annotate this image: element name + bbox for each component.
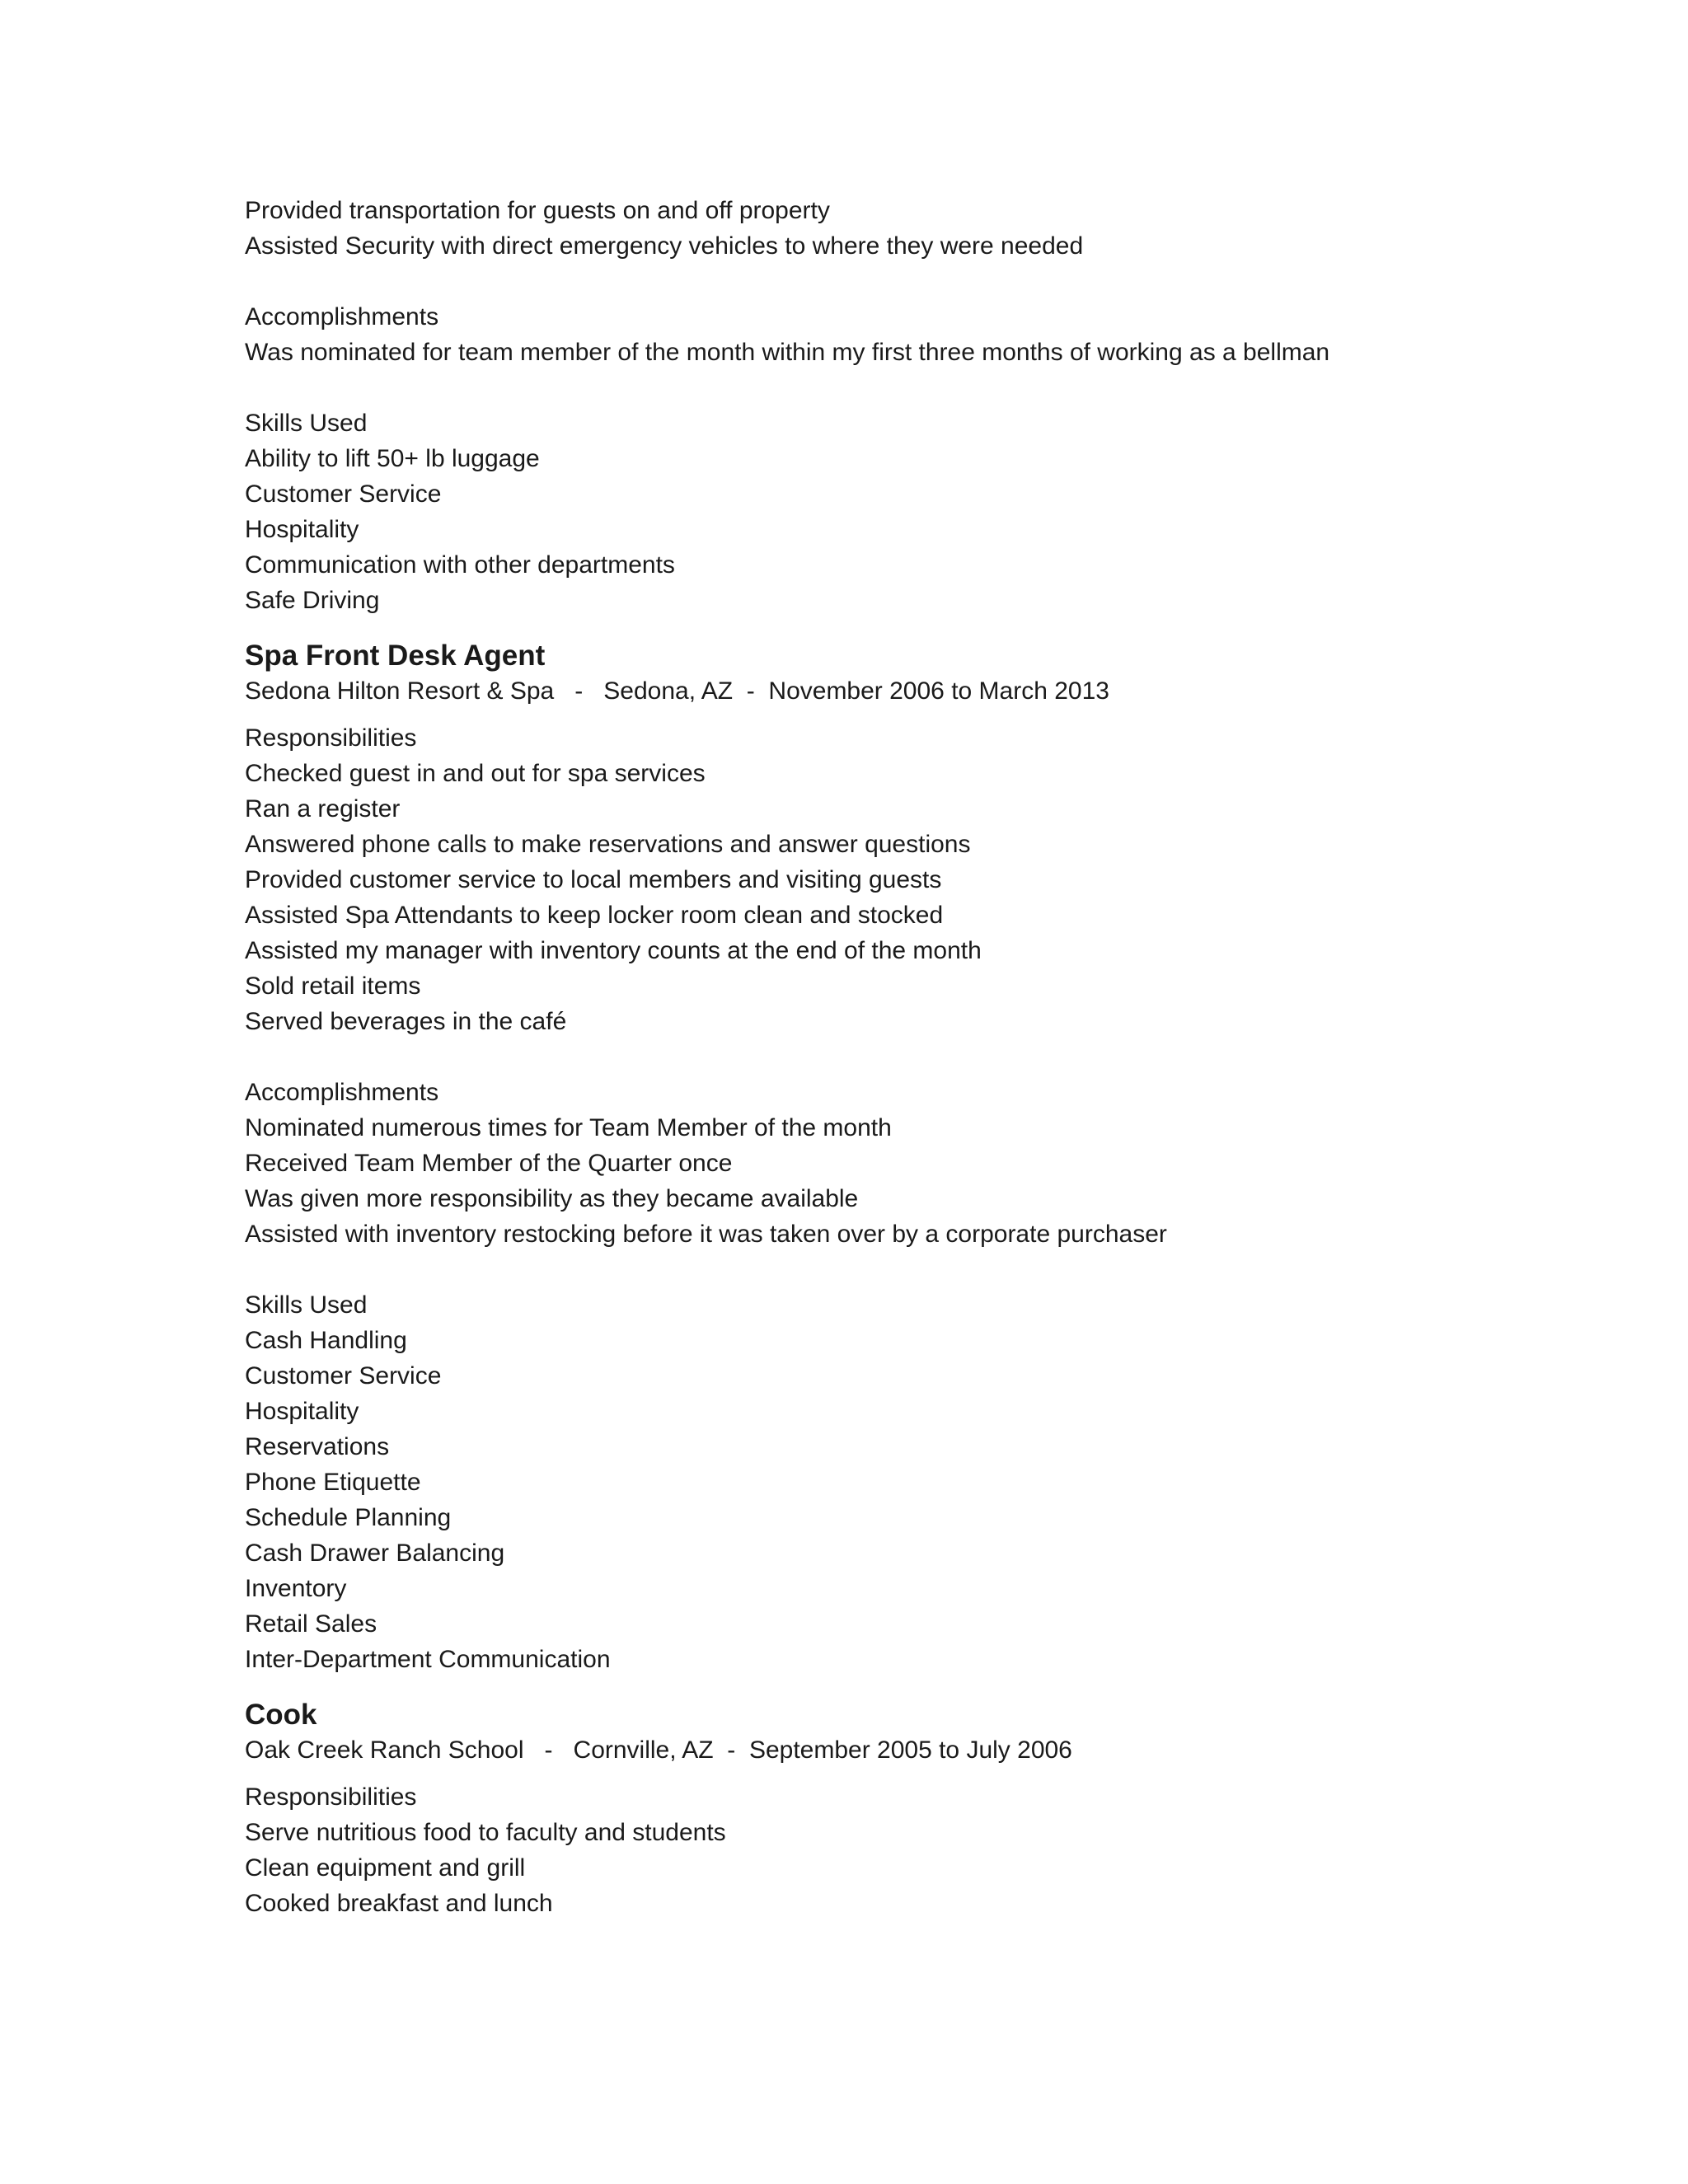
resume-page bbox=[245, 193, 1531, 1921]
skill-item: Inventory bbox=[245, 1575, 347, 1602]
responsibility-item: Serve nutritious food to faculty and students bbox=[245, 1819, 726, 1846]
separator: - bbox=[746, 677, 755, 705]
skill-item: Safe Driving bbox=[245, 587, 380, 614]
separator: - bbox=[544, 1736, 553, 1764]
responsibility-item: Assisted Security with direct emergency vehicles to where they were needed bbox=[245, 232, 1084, 260]
location: Sedona, AZ bbox=[603, 677, 734, 705]
skill-item: Communication with other departments bbox=[245, 551, 675, 579]
responsibility-item: Provided customer service to local members and visiting guests bbox=[245, 866, 942, 893]
spa-section bbox=[245, 638, 1531, 1677]
separator: - bbox=[574, 677, 584, 705]
responsibilities-heading: Responsibilities bbox=[245, 724, 417, 752]
separator: - bbox=[727, 1736, 736, 1764]
responsibility-item: Ran a register bbox=[245, 795, 401, 823]
responsibilities-heading: Responsibilities bbox=[245, 1783, 417, 1811]
location: Cornville, AZ bbox=[573, 1736, 714, 1764]
job-title: Spa Front Desk Agent bbox=[245, 640, 546, 672]
responsibility-item: Answered phone calls to make reservations and answer questions bbox=[245, 831, 971, 858]
skills-heading: Skills Used bbox=[245, 1291, 368, 1319]
employer: Sedona Hilton Resort & Spa bbox=[245, 677, 555, 705]
accomplishment-item: Received Team Member of the Quarter once bbox=[245, 1150, 733, 1177]
skills-heading: Skills Used bbox=[245, 410, 368, 437]
skill-item: Customer Service bbox=[245, 480, 442, 508]
responsibility-item: Assisted my manager with inventory counts at the end of the month bbox=[245, 937, 982, 964]
skill-item: Cash Drawer Balancing bbox=[245, 1540, 505, 1567]
job-meta bbox=[245, 1732, 1531, 1768]
skill-item: Customer Service bbox=[245, 1362, 442, 1390]
skill-item: Cash Handling bbox=[245, 1327, 407, 1354]
accomplishments-heading: Accomplishments bbox=[245, 1079, 439, 1106]
skill-item: Reservations bbox=[245, 1433, 390, 1460]
job-title: Cook bbox=[245, 1699, 317, 1731]
skill-item: Hospitality bbox=[245, 516, 359, 543]
bellman-section bbox=[245, 193, 1531, 618]
skill-item: Retail Sales bbox=[245, 1610, 377, 1638]
responsibility-item: Provided transportation for guests on and off property bbox=[245, 197, 830, 224]
accomplishment-item: Was nominated for team member of the month within my first three months of working as a bellman bbox=[245, 339, 1330, 366]
skill-item: Phone Etiquette bbox=[245, 1469, 421, 1496]
job-meta bbox=[245, 673, 1531, 709]
cook-section bbox=[245, 1697, 1531, 1921]
skill-item: Ability to lift 50+ lb luggage bbox=[245, 445, 540, 472]
responsibility-item: Checked guest in and out for spa services bbox=[245, 760, 706, 787]
dates: September 2005 to July 2006 bbox=[748, 1736, 1072, 1764]
accomplishment-item: Nominated numerous times for Team Member of the month bbox=[245, 1114, 892, 1141]
dates: November 2006 to March 2013 bbox=[768, 677, 1109, 705]
accomplishment-item: Assisted with inventory restocking before it was taken over by a corporate purchaser bbox=[245, 1221, 1167, 1248]
responsibility-item: Clean equipment and grill bbox=[245, 1854, 526, 1882]
responsibility-item: Sold retail items bbox=[245, 972, 421, 1000]
accomplishment-item: Was given more responsibility as they became available bbox=[245, 1185, 859, 1212]
skill-item: Hospitality bbox=[245, 1398, 359, 1425]
responsibility-item: Served beverages in the café bbox=[245, 1008, 567, 1035]
accomplishments-heading: Accomplishments bbox=[245, 303, 439, 330]
skill-item: Schedule Planning bbox=[245, 1504, 452, 1531]
responsibility-item: Assisted Spa Attendants to keep locker room clean and stocked bbox=[245, 902, 944, 929]
skill-item: Inter-Department Communication bbox=[245, 1646, 611, 1673]
responsibility-item: Cooked breakfast and lunch bbox=[245, 1890, 553, 1917]
employer: Oak Creek Ranch School bbox=[245, 1736, 524, 1764]
